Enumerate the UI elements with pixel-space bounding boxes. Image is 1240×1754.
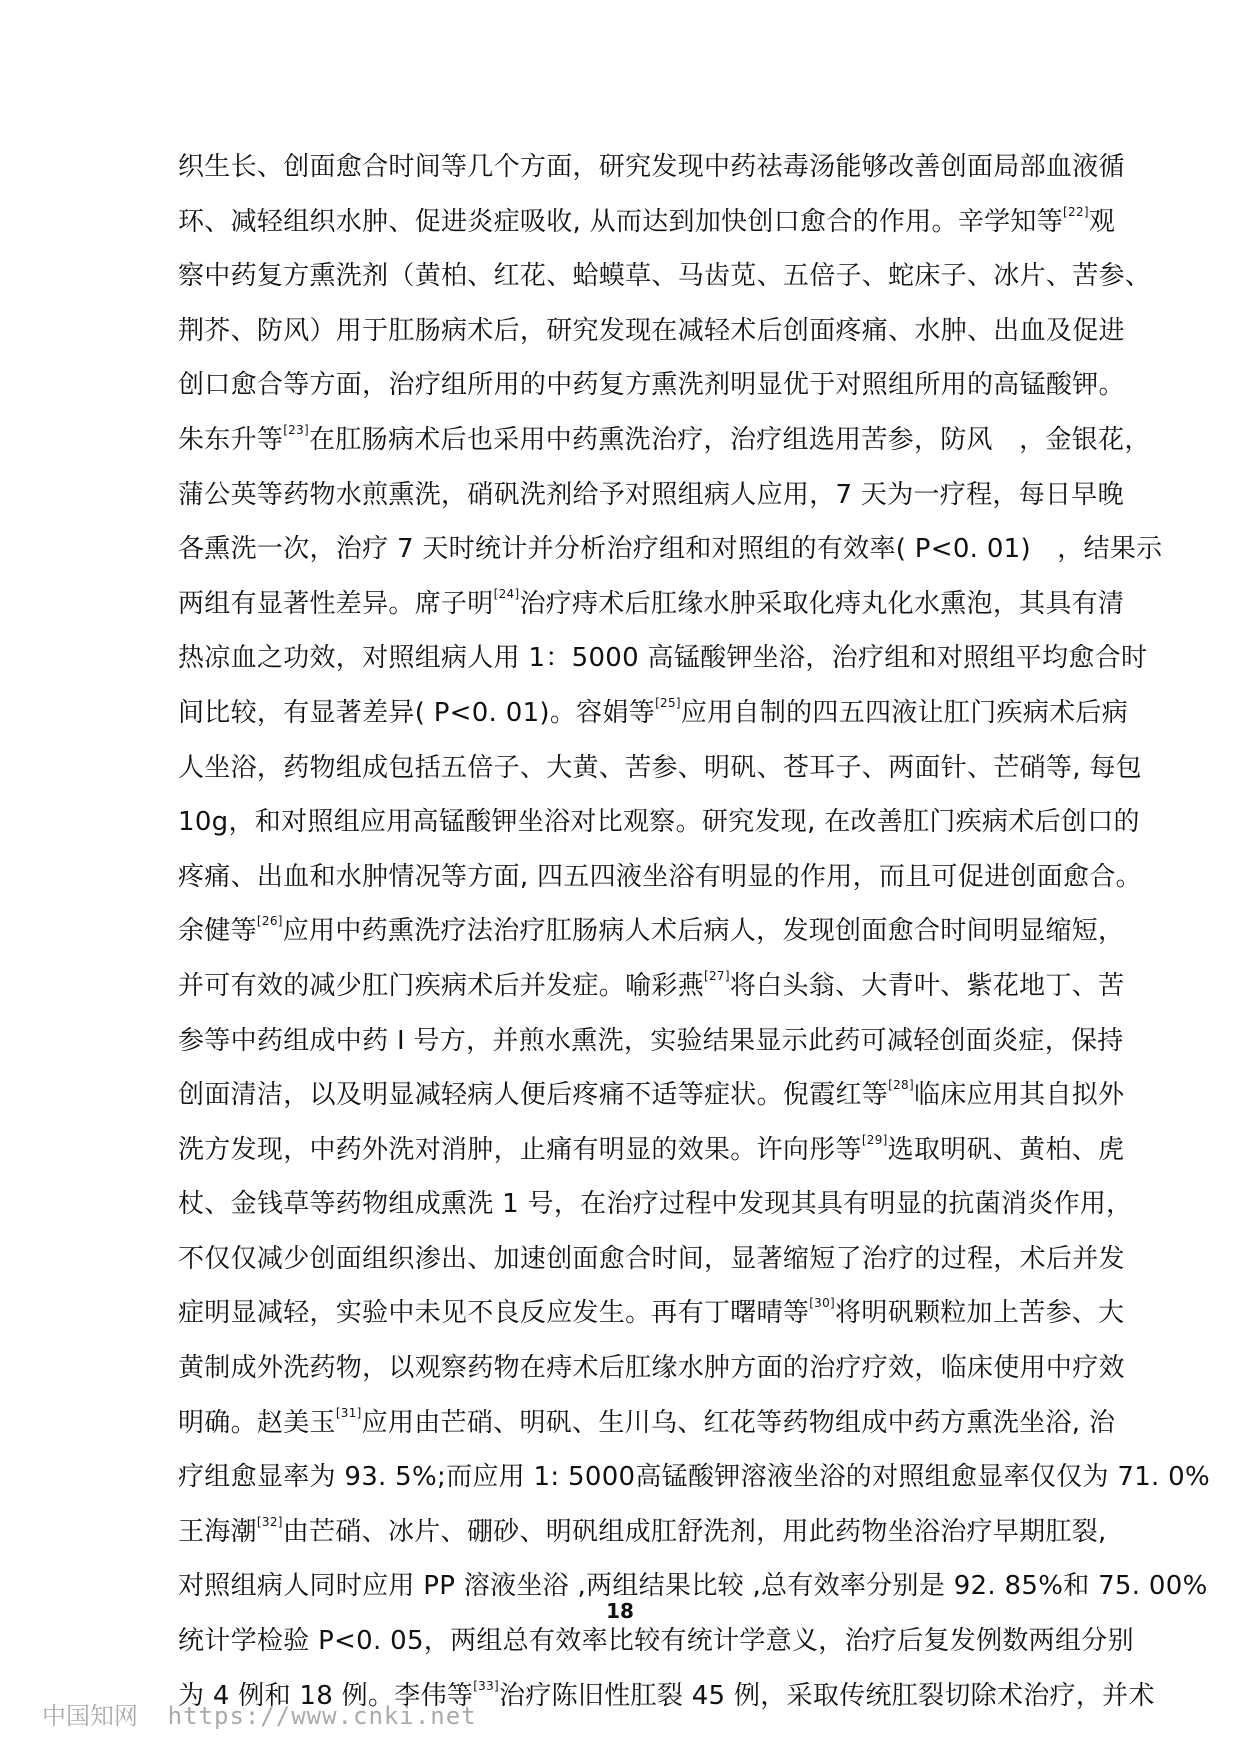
text-segment: 应用自制的四五四液让肛门疾病术后病	[680, 697, 1129, 728]
page-number: 18	[606, 1599, 634, 1623]
text-line	[178, 140, 1125, 195]
text-line	[178, 1177, 1133, 1232]
text-segment: 症明显减轻，实验中未见不良反应发生。再有丁曙晴等	[178, 1298, 810, 1329]
text-segment: 察中药复方熏洗剂（黄柏、红花、蛤蟆草、马齿苋、五倍子、蛇床子、冰片、苦参、	[178, 261, 1152, 292]
text-line	[178, 304, 1125, 359]
text-segment: 创面清洁，以及明显减轻病人便后疼痛不适等症状。倪霞红等	[178, 1080, 889, 1111]
citation-ref: [29]	[861, 1132, 888, 1147]
text-line	[178, 795, 1140, 850]
text-line	[178, 850, 1142, 905]
text-segment: 黄制成外洗药物，以观察药物在痔术后肛缘水肿方面的治疗疗效，临床使用中疗效	[178, 1353, 1125, 1384]
text-line	[178, 249, 1152, 304]
citation-ref: [32]	[256, 1514, 283, 1529]
text-line	[178, 413, 1151, 468]
text-segment: 织生长、创面愈合时间等几个方面，研究发现中药祛毒汤能够改善创面局部血液循	[178, 152, 1125, 182]
text-line	[178, 631, 1148, 686]
citation-ref: [28]	[888, 1078, 914, 1093]
text-segment: 热凉血之功效，对照组病人用 1：5000 高锰酸钾坐浴，治疗组和对照组平均愈合时	[178, 643, 1148, 674]
text-line	[178, 1396, 1116, 1451]
text-line	[178, 1232, 1125, 1287]
text-segment: 由芒硝、冰片、硼砂、明矾组成肛舒洗剂，用此药物坐浴治疗早期肛裂,	[282, 1516, 1107, 1547]
text-segment: 蒲公英等药物水煎熏洗，硝矾洗剂给予对照组病人应用，7 天为一疗程，每日早晚	[178, 479, 1124, 510]
text-segment: 荆芥、防风）用于肛肠病术后，研究发现在减轻术后创面疼痛、水肿、出血及促进	[178, 315, 1125, 346]
text-segment: 临床应用其自拟外	[913, 1080, 1125, 1111]
text-line	[178, 741, 1142, 796]
text-line	[178, 1014, 1124, 1069]
text-line	[178, 686, 1129, 741]
watermark	[42, 1696, 477, 1731]
text-segment: 洗方发现，中药外洗对消肿，止痛有明显的效果。许向彤等	[178, 1134, 862, 1165]
watermark-site-name: 中国知网	[42, 1702, 138, 1730]
text-line	[178, 904, 1125, 959]
text-segment: 人坐浴，药物组成包括五倍子、大黄、苦参、明矾、苍耳子、两面针、芒硝等, 每包	[178, 752, 1142, 783]
text-line	[178, 1286, 1125, 1341]
watermark-url[interactable]: https://www.cnki.net	[167, 1702, 477, 1730]
text-segment: 杖、金钱草等药物组成熏洗 1 号，在治疗过程中发现其具有明显的抗菌消炎作用，	[178, 1189, 1133, 1220]
citation-ref: [27]	[704, 968, 730, 983]
text-line	[178, 522, 1163, 577]
text-segment: 治疗痔术后肛缘水肿采取化痔丸化水熏泡，其具有清	[519, 588, 1125, 619]
text-segment: 创口愈合等方面，治疗组所用的中药复方熏洗剂明显优于对照组所用的高锰酸钾。	[178, 370, 1125, 401]
text-segment: 选取明矾、黄柏、虎	[887, 1134, 1125, 1165]
text-line	[178, 1505, 1107, 1560]
text-segment: 疼痛、出血和水肿情况等方面, 四五四液坐浴有明显的作用，而且可促进创面愈合。	[178, 861, 1142, 892]
body-text	[178, 140, 1211, 1723]
text-segment: 观	[1088, 206, 1116, 237]
text-line	[178, 1123, 1125, 1178]
text-segment: 治疗陈旧性肛裂 45 例，采取传统肛裂切除术治疗，并术	[499, 1680, 1155, 1711]
text-segment: 明确。赵美玉	[178, 1407, 336, 1438]
text-segment: 对照组病人同时应用 PP 溶液坐浴 ,两组结果比较 ,总有效率分别是 92. 85%和 75. 00%	[178, 1571, 1208, 1602]
text-segment: 不仅仅减少创面组织渗出、加速创面愈合时间，显著缩短了治疗的过程，术后并发	[178, 1243, 1125, 1274]
text-segment: 疗组愈显率为 93. 5%;而应用 1: 5000高锰酸钾溶液坐浴的对照组愈显率仅仅为 71. 0%	[178, 1462, 1211, 1493]
text-segment: 两组有显著性差异。席子明	[178, 588, 494, 619]
text-line	[178, 959, 1125, 1014]
text-line	[178, 1068, 1125, 1123]
text-segment: 朱东升等	[178, 424, 284, 455]
text-line	[178, 1341, 1125, 1396]
citation-ref: [33]	[473, 1678, 500, 1693]
text-segment: 各熏洗一次，治疗 7 天时统计并分析治疗组和对照组的有效率( P<0. 01) ，结果示	[178, 534, 1163, 565]
text-segment: 将白头翁、大青叶、紫花地丁、苦	[729, 970, 1125, 1001]
text-segment: 10g，和对照组应用高锰酸钾坐浴对比观察。研究发现, 在改善肛门疾病术后创口的	[178, 807, 1140, 838]
text-segment: 统计学检验 P<0. 05，两组总有效率比较有统计学意义，治疗后复发例数两组分别	[178, 1626, 1134, 1657]
text-segment: 并可有效的减少肛门疾病术后并发症。喻彩燕	[178, 970, 705, 1001]
text-segment: 在肛肠病术后也采用中药熏洗治疗，治疗组选用苦参，防风 ，金银花，	[309, 424, 1151, 455]
text-segment: 应用中药熏洗疗法治疗肛肠病人术后病人，发现创面愈合时间明显缩短，	[282, 916, 1125, 947]
citation-ref: [24]	[493, 586, 520, 601]
citation-ref: [23]	[283, 422, 310, 437]
text-line	[178, 358, 1125, 413]
text-segment: 环、减轻组织水肿、促进炎症吸收, 从而达到加快创口愈合的作用。辛学知等	[178, 206, 1064, 237]
text-segment: 间比较，有显著差异( P<0. 01)。容娟等	[178, 697, 656, 728]
text-segment: 应用由芒硝、明矾、生川乌、红花等药物组成中药方熏洗坐浴, 治	[361, 1407, 1116, 1438]
citation-ref: [31]	[335, 1405, 362, 1420]
text-segment: 将明矾颗粒加上苦参、大	[835, 1298, 1125, 1329]
text-line	[178, 1450, 1211, 1505]
text-line	[178, 577, 1125, 632]
text-segment: 王海潮	[178, 1516, 257, 1547]
citation-ref: [26]	[256, 914, 283, 929]
text-segment: 参等中药组成中药 I 号方，并煎水熏洗，实验结果显示此药可减轻创面炎症，保持	[178, 1025, 1124, 1056]
citation-ref: [30]	[809, 1296, 836, 1311]
citation-ref: [22]	[1063, 204, 1089, 219]
text-line	[178, 195, 1116, 250]
text-segment: 为 4 例和 18 例。李伟等	[178, 1680, 474, 1711]
text-line	[178, 468, 1124, 523]
citation-ref: [25]	[655, 695, 681, 710]
text-segment: 余健等	[178, 916, 257, 947]
